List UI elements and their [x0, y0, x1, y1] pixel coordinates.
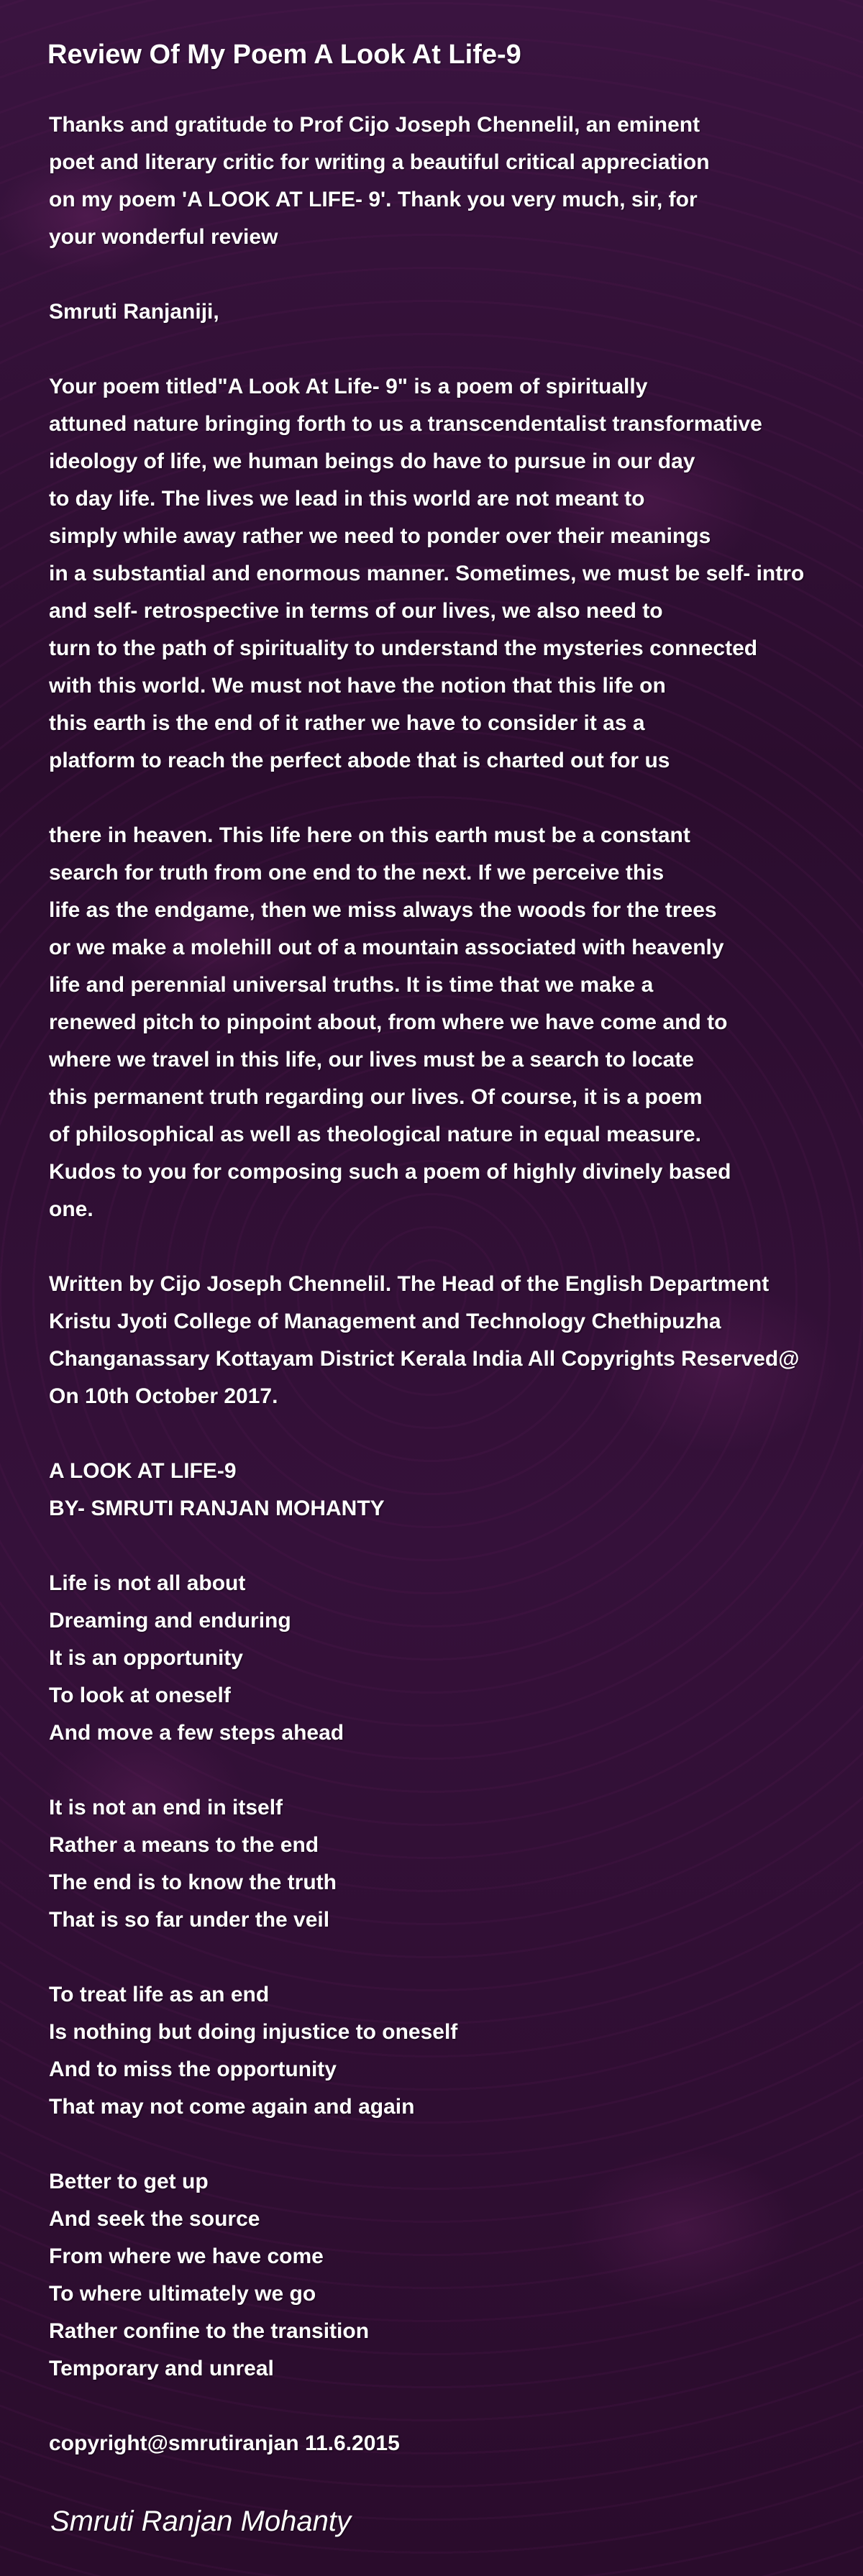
- text-line: there in heaven. This life here on this earth must be a constant: [49, 823, 690, 847]
- text-line: of philosophical as well as theological nature in equal measure.: [49, 1123, 701, 1146]
- text-line: Changanassary Kottayam District Kerala India All Copyrights Reserved@: [49, 1347, 800, 1371]
- text-line: turn to the path of spirituality to understand the mysteries connected: [49, 636, 758, 660]
- blank-line: [49, 256, 863, 293]
- text-line: Rather a means to the end: [49, 1833, 319, 1857]
- blank-line: [49, 2126, 863, 2163]
- text-line: simply while away rather we need to ponder over their meanings: [49, 524, 711, 548]
- text-line: on my poem 'A LOOK AT LIFE- 9'. Thank you very much, sir, for: [49, 188, 698, 211]
- poem-body: [49, 106, 863, 2462]
- text-line: The end is to know the truth: [49, 1871, 337, 1894]
- blank-line: [49, 780, 863, 817]
- text-line: Thanks and gratitude to Prof Cijo Joseph Chennelil, an eminent: [49, 113, 700, 137]
- text-line: poet and literary critic for writing a beautiful critical appreciation: [49, 150, 710, 174]
- text-line: And move a few steps ahead: [49, 1721, 344, 1745]
- text-line: where we travel in this life, our lives must be a search to locate: [49, 1048, 694, 1072]
- text-line: one.: [49, 1197, 93, 1221]
- blank-line: [49, 2388, 863, 2425]
- text-line: That may not come again and again: [49, 2095, 415, 2119]
- text-line: To treat life as an end: [49, 1983, 270, 2006]
- text-line: And to miss the opportunity: [49, 2057, 337, 2081]
- text-line: or we make a molehill out of a mountain associated with heavenly: [49, 936, 724, 959]
- blank-line: [49, 1939, 863, 1976]
- text-line: Rather confine to the transition: [49, 2319, 370, 2343]
- text-line: Is nothing but doing injustice to oneself: [49, 2020, 458, 2044]
- text-line: Your poem titled"A Look At Life- 9" is a poem of spiritually: [49, 375, 648, 398]
- blank-line: [49, 1752, 863, 1789]
- text-line: life as the endgame, then we miss always the woods for the trees: [49, 898, 717, 922]
- text-line: this permanent truth regarding our lives. Of course, it is a poem: [49, 1085, 703, 1109]
- text-line: Better to get up: [49, 2170, 209, 2193]
- text-line: BY- SMRUTI RANJAN MOHANTY: [49, 1497, 385, 1520]
- text-line: From where we have come: [49, 2244, 324, 2268]
- text-line: To where ultimately we go: [49, 2282, 316, 2306]
- text-line: It is not an end in itself: [49, 1796, 283, 1819]
- text-line: Kudos to you for composing such a poem of highly divinely based: [49, 1160, 731, 1184]
- blank-line: [49, 1228, 863, 1266]
- text-line: A LOOK AT LIFE-9: [49, 1459, 237, 1483]
- text-line: life and perennial universal truths. It is time that we make a: [49, 973, 654, 997]
- text-line: this earth is the end of it rather we have to consider it as a: [49, 711, 645, 735]
- text-line: renewed pitch to pinpoint about, from where we have come and to: [49, 1010, 728, 1034]
- text-line: your wonderful review: [49, 225, 278, 249]
- text-line: Kristu Jyoti College of Management and Technology Chethipuzha: [49, 1310, 721, 1333]
- text-line: And seek the source: [49, 2207, 260, 2231]
- text-line: copyright@smrutiranjan 11.6.2015: [49, 2431, 400, 2455]
- text-line: attuned nature bringing forth to us a transcendentalist transformative: [49, 412, 762, 436]
- blank-line: [49, 331, 863, 368]
- author-signature[interactable]: Smruti Ranjan Mohanty: [50, 2506, 351, 2537]
- poem-title: Review Of My Poem A Look At Life-9: [47, 40, 521, 70]
- text-line: It is an opportunity: [49, 1646, 243, 1670]
- text-line: Temporary and unreal: [49, 2357, 274, 2380]
- text-line: Life is not all about: [49, 1571, 246, 1595]
- blank-line: [49, 1527, 863, 1565]
- text-line: To look at oneself: [49, 1684, 231, 1707]
- text-line: with this world. We must not have the notion that this life on: [49, 674, 666, 698]
- text-line: Smruti Ranjaniji,: [49, 300, 219, 324]
- text-line: On 10th October 2017.: [49, 1384, 278, 1408]
- text-line: to day life. The lives we lead in this world are not meant to: [49, 487, 645, 511]
- text-line: Written by Cijo Joseph Chennelil. The Head of the English Department: [49, 1272, 770, 1296]
- text-line: and self- retrospective in terms of our lives, we also need to: [49, 599, 663, 623]
- text-line: ideology of life, we human beings do have to pursue in our day: [49, 449, 695, 473]
- text-line: search for truth from one end to the next. If we perceive this: [49, 861, 665, 885]
- text-line: Dreaming and enduring: [49, 1609, 291, 1632]
- text-line: That is so far under the veil: [49, 1908, 330, 1932]
- text-line: platform to reach the perfect abode that is charted out for us: [49, 749, 670, 772]
- blank-line: [49, 1415, 863, 1453]
- text-line: in a substantial and enormous manner. Sometimes, we must be self- intro: [49, 562, 805, 585]
